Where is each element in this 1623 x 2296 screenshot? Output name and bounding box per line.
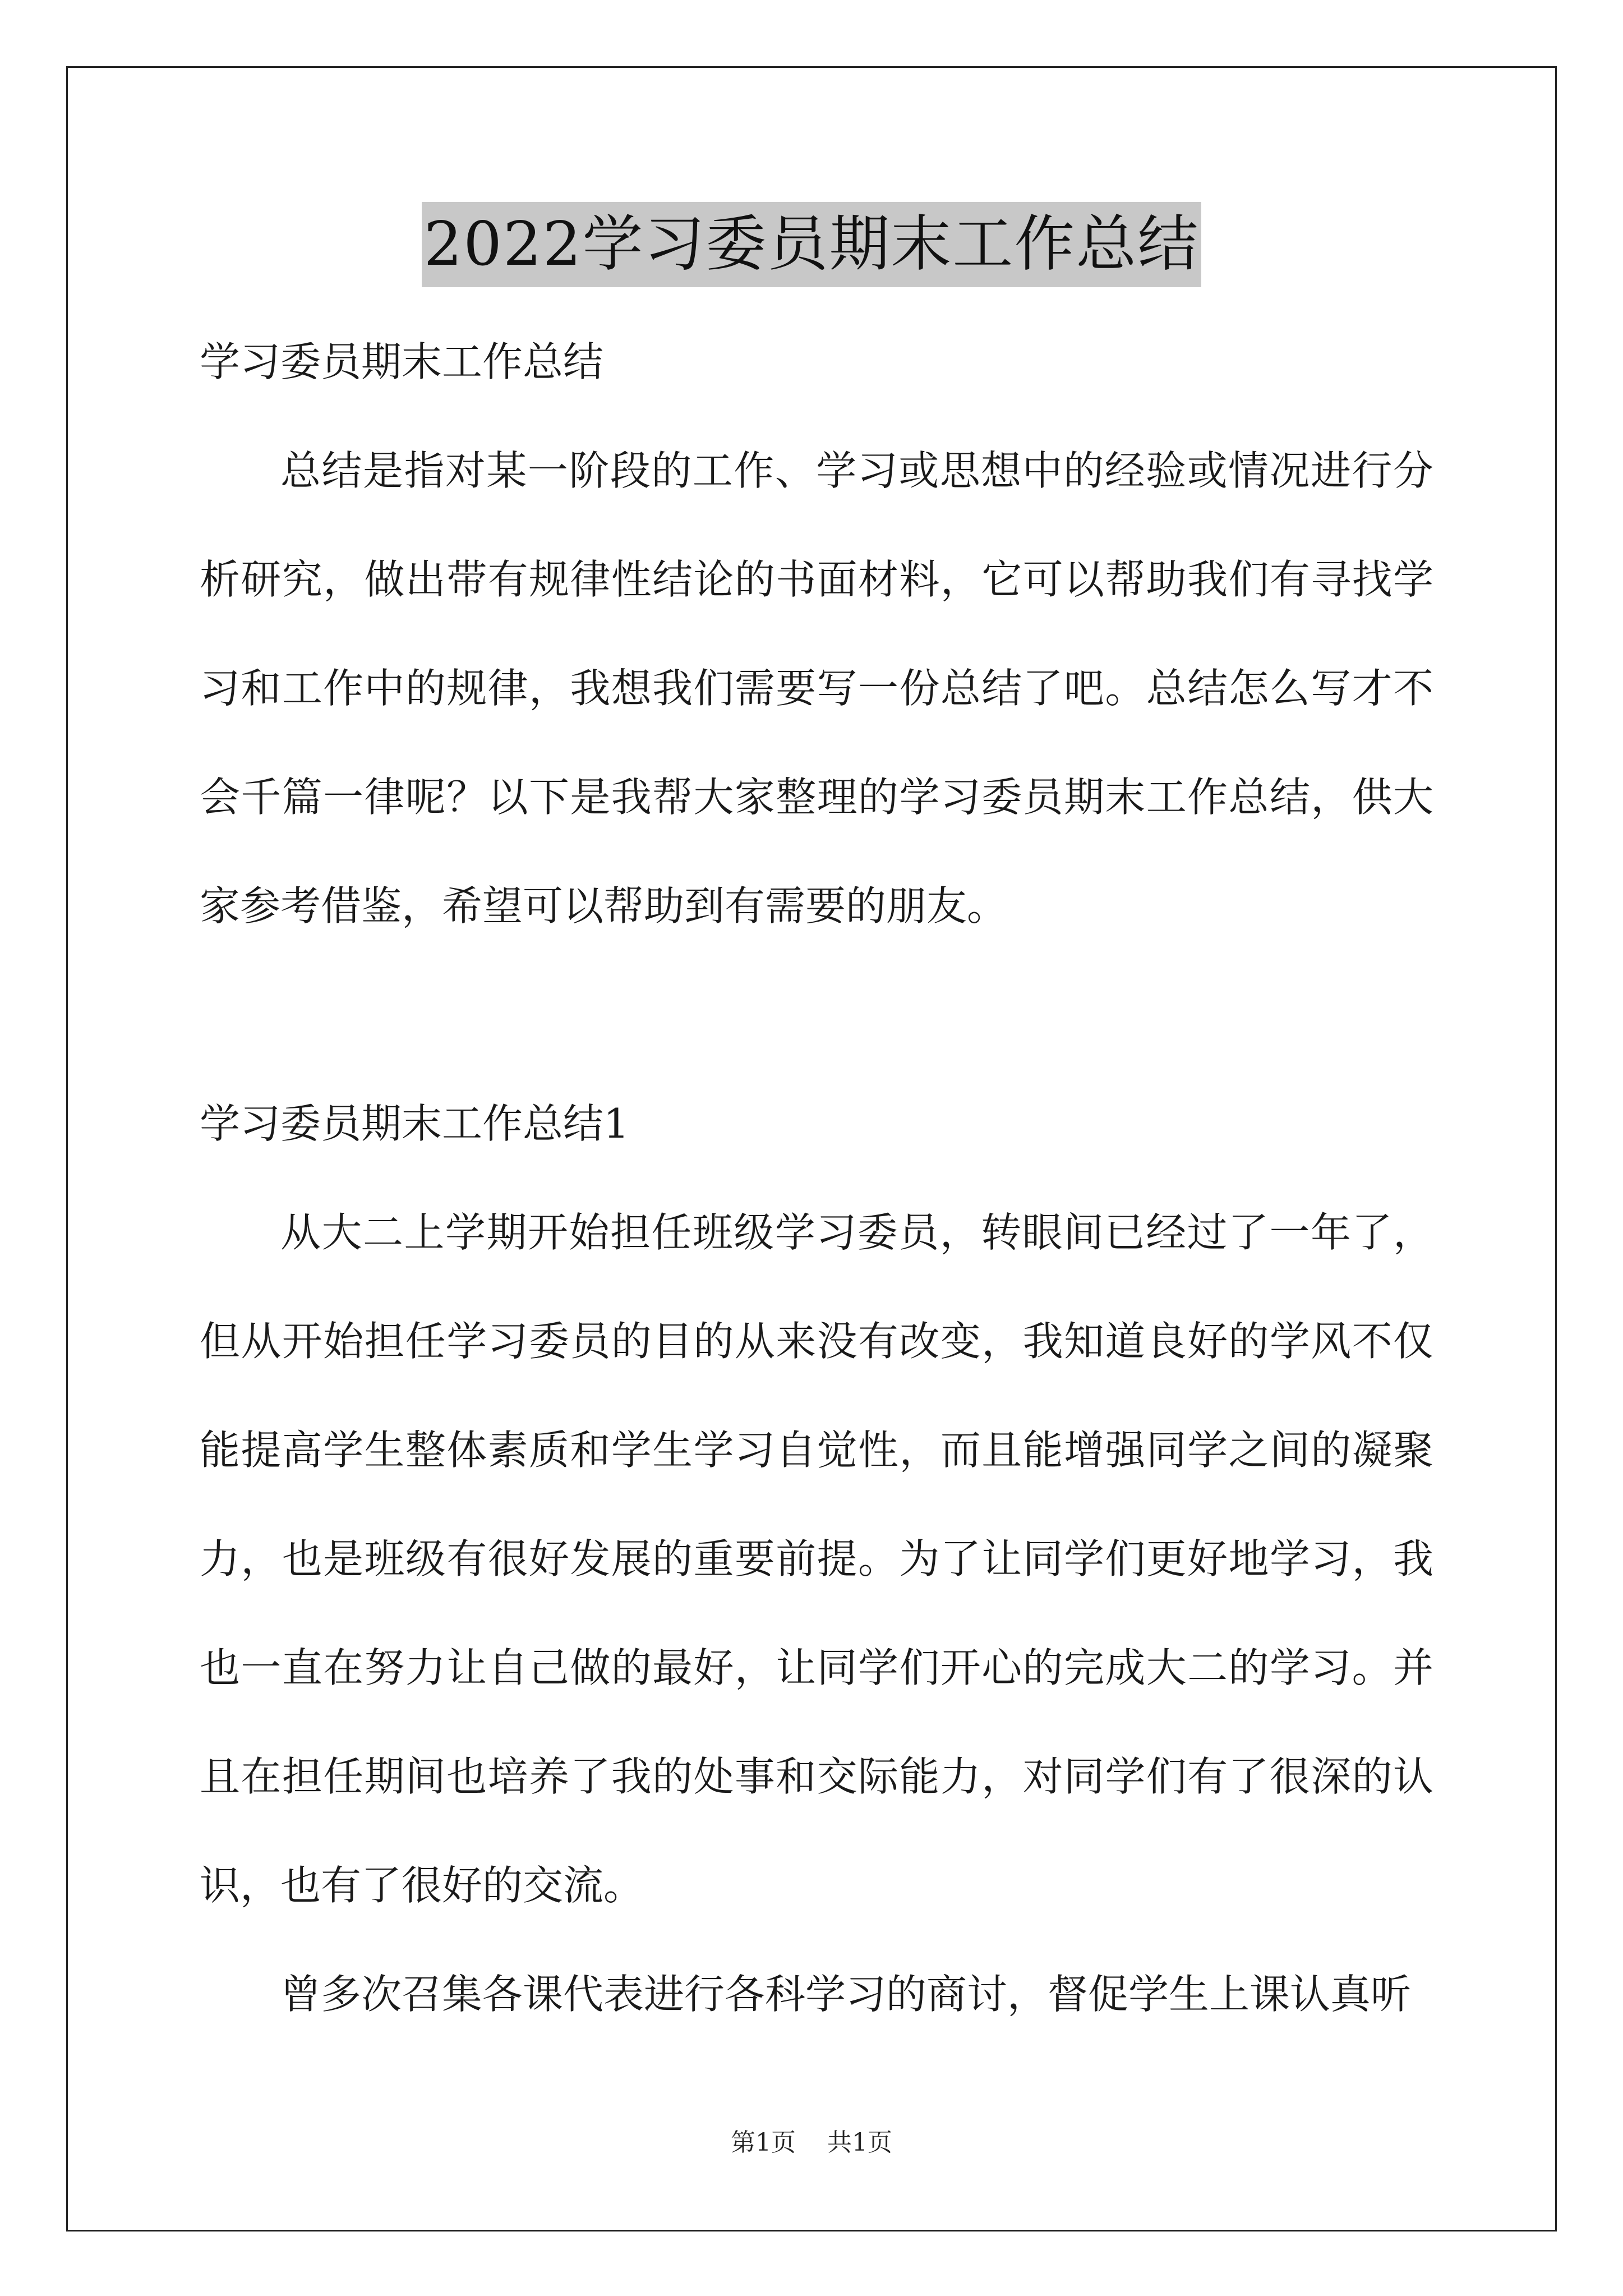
- document-title: 2022学习委员期末工作总结: [422, 202, 1202, 287]
- page-total: 共1页: [827, 2128, 892, 2157]
- page-number: 第1页: [731, 2128, 796, 2157]
- section-heading-1: 学习委员期末工作总结1: [200, 1100, 629, 1147]
- body-paragraph-2: 曾多次召集各课代表进行各科学习的商讨，督促学生上课认真听: [280, 1971, 1412, 2018]
- section-heading: 学习委员期末工作总结: [200, 338, 604, 385]
- intro-paragraph: 总结是指对某一阶段的工作、学习或思想中的经验或情况进行分析研究，做出带有规律性结论的书面材料，它可以帮助我们有寻找学习和工作中的规律，我想我们需要写一份总结了吧。总结怎么写才不会千篇一律呢？以下是我帮大家整理的学习委员期末工作总结，供大家参考借鉴，希望可以帮助到有需要的朋友。: [200, 447, 1433, 930]
- blank-line: [200, 960, 1433, 1069]
- document-body: [200, 307, 1433, 2049]
- page-footer: [0, 2126, 1623, 2160]
- title-container: [0, 202, 1623, 287]
- body-paragraph-1: 从大二上学期开始担任班级学习委员，转眼间已经过了一年了，但从开始担任学习委员的目的从来没有改变，我知道良好的学风不仅能提高学生整体素质和学生学习自觉性，而且能增强同学之间的凝聚力，也是班级有很好发展的重要前提。为了让同学们更好地学习，我也一直在努力让自己做的最好，让同学们开心的完成大二的学习。并且在担任期间也培养了我的处事和交际能力，对同学们有了很深的认识，也有了很好的交流。: [200, 1209, 1433, 1909]
